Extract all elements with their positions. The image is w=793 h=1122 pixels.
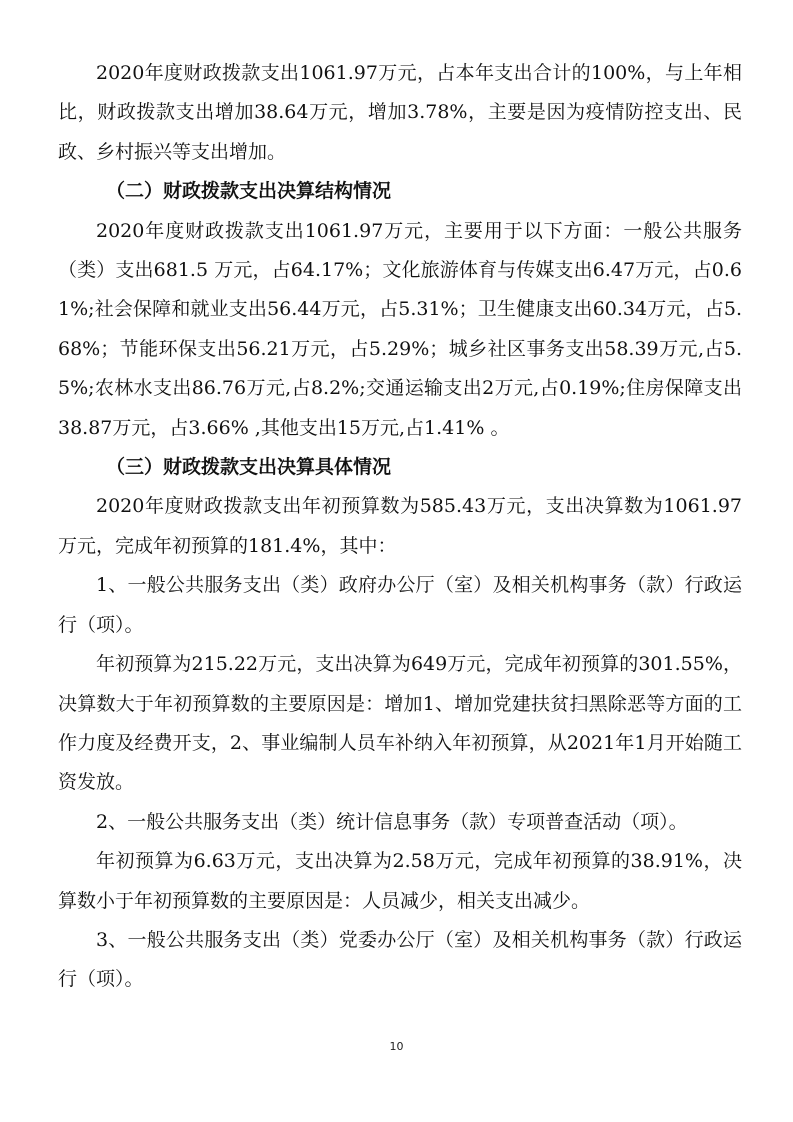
paragraph-item-2-title: 2、一般公共服务支出（类）统计信息事务（款）专项普查活动（项）。 (96, 810, 688, 833)
paragraph-item-1-title: 1、一般公共服务支出（类）政府办公厅（室）及相关机构事务（款）行政运行（项）。 (58, 574, 742, 636)
paragraph-item-3-title: 3、一般公共服务支出（类）党委办公厅（室）及相关机构事务（款）行政运行（项）。 (58, 928, 742, 991)
section-heading-structure: （二）财政拨款支出决算结构情况 (106, 180, 392, 203)
page-number: 10 (389, 1040, 404, 1053)
paragraph-budget-summary: 2020年度财政拨款支出年初预算数为585.43万元，支出决算数为1061.97万元，完成年初预算的181.4%，其中： (58, 495, 742, 557)
page-content (58, 54, 742, 1000)
paragraph-total-expenditure: 2020年度财政拨款支出1061.97万元，占本年支出合计的100%，与上年相比，财政拨款支出增加38.64万元，增加3.78%，主要是因为疫情防控支出、民政、乡村振兴等支出增加。 (58, 62, 742, 163)
paragraph-structure-detail: 2020年度财政拨款支出1061.97万元，主要用于以下方面：一般公共服务（类）支出681.5 万元，占64.17%；文化旅游体育与传媒支出6.47万元，占0.61%;社会保障和就业支出56.44万元，占5.31%；卫生健康支出60.34万元，占5.68%；节能环保支出56.21万元，占5.29%；城乡社区事务支出58.39万元,占5.5%;农林水支出86.76万元,占8.2%;交通运输支出2万元,占0.19%;住房保障支出38.87万元，占3.66% ,其他支出15万元,占1.41% 。 (58, 219, 742, 439)
paragraph-item-1-detail: 年初预算为215.22万元，支出决算为649万元，完成年初预算的301.55%，决算数大于年初预算数的主要原因是：增加1、增加党建扶贫扫黑除恶等方面的工作力度及经费开支，2、事业编制人员车补纳入年初预算，从2021年1月开始随工资发放。 (58, 653, 742, 794)
section-heading-specific: （三）财政拨款支出决算具体情况 (106, 456, 392, 479)
paragraph-item-2-detail: 年初预算为6.63万元，支出决算为2.58万元，完成年初预算的38.91%，决算数小于年初预算数的主要原因是：人员减少，相关支出减少。 (58, 850, 742, 912)
